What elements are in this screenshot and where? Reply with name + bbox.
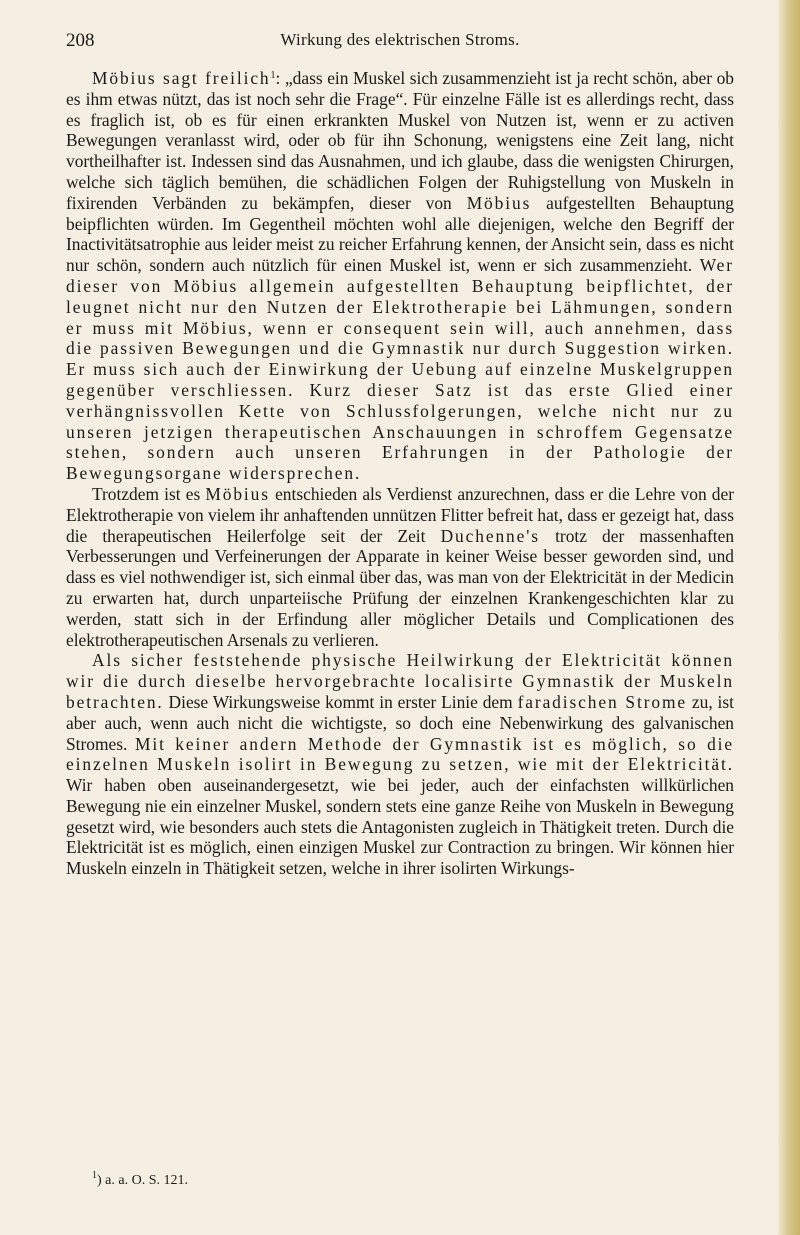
page-number: 208 <box>66 30 95 51</box>
author-name: Möbius <box>466 192 532 213</box>
page-header <box>66 30 734 54</box>
footnote-reference[interactable]: 1 <box>270 70 276 81</box>
author-name: Duchenne's <box>440 525 540 546</box>
paragraph-text: trotz der massenhaften Verbesserungen und Verfeinerungen der Apparate in keiner Weise besser geworden sind, und dass es viel nothwendiger ist, sich einmal über das, was man von der Elektricität in der Medicin zu erwarten hat, durch unparteiische Prüfung der einzelnen Krankengeschichten klar zu werden, statt sich in der Erfindung aller möglicher Details und Complicationen des elektrotherapeutischen Arsenals zu verlieren. <box>66 525 735 650</box>
running-title: Wirkung des elektrischen Stroms. <box>280 30 520 49</box>
footnote <box>92 1170 692 1189</box>
page-edge <box>778 0 800 1235</box>
body-text <box>66 68 734 879</box>
emphasized-text: Als sicher feststehende physische Heilwirkung der Elektricität können wir die durch dieselbe hervorgebrachte localisirte Gymnastik der Muskeln betrachten. <box>66 650 734 712</box>
emphasized-text: Mit keiner andern Methode der Gymnastik ist es möglich, so die einzelnen Muskeln isolirt in Bewegung zu setzen, wie mit der Elektricität. <box>66 733 735 775</box>
paragraph-text: Trotzdem ist es <box>92 483 206 504</box>
author-name: Möbius sagt freilich <box>92 68 271 88</box>
footnote-marker: 1 <box>92 1170 97 1181</box>
paragraph-text: Wir haben oben auseinandergesetzt, wie bei jeder, auch der einfachsten willkürlichen Bewegung nie ein einzelner Muskel, sondern stets eine ganze Reihe von Muskeln in Bewegung gesetzt wird, wie besonders auch stets die Antagonisten zugleich in Thätigkeit treten. Durch die Elektricität ist es möglich, einen einzigen Muskel zur Contraction zu bringen. Wir können hier Muskeln einzeln in Thätigkeit setzen, welche in ihrer isolirten Wirkungs- <box>66 775 734 879</box>
paragraph-text: Diese Wirkungsweise kommt in erster Linie dem <box>163 691 518 712</box>
emphasized-text: faradischen Strome <box>517 691 688 712</box>
footnote-text: ) a. a. O. S. 121. <box>97 1173 188 1188</box>
emphasized-text: Wer dieser von Möbius allgemein aufgestellten Behauptung beipflichtet, der leugnet nicht nur den Nutzen der Elektrotherapie bei Lähmungen, sondern er muss mit Möbius, wenn er consequent sein will, auch annehmen, dass die passiven Bewegungen und die Gymnastik nur durch Suggestion wirken. Er muss sich auch der Einwirkung der Uebung auf einzelne Muskelgruppen gegenüber verschliessen. Kurz dieser Satz ist das erste Glied einer verhängnissvollen Kette von Schlussfolgerungen, welche nicht nur zu unseren jetzigen therapeutischen Anschauungen in schroffem Gegensatze stehen, sondern auch unseren Erfahrungen in der Pathologie der Bewegungsorgane widersprechen. <box>66 255 734 484</box>
paragraph-text: : „dass ein Muskel sich zusammenzieht ist ja recht schön, aber ob es ihm etwas nützt, das ist noch sehr die Frage“. Für einzelne Fälle ist es allerdings recht, dass es fraglich ist, ob es für einen erkrankten Muskel von Nutzen ist, wenn er zu activen Bewegungen veranlasst wird, oder ob für ihn Schonung, wenigstens eine Zeit lang, nicht vortheilhafter ist. Indessen sind das Ausnahmen, und ich glaube, dass die wenigsten Chirurgen, welche sich täglich bemühen, die schädlichen Folgen der Ruhigstellung von Muskeln in fixirenden Verbänden zu bekämpfen, dieser von <box>66 68 734 213</box>
paragraph-text: entschieden als Verdienst anzurechnen, dass er die Lehre von der Elektrotherapie von vielem ihr anhaftenden unnützen Flitter befreit hat, dass er gezeigt hat, dass die therapeutischen Heilerfolge seit der Zeit <box>66 483 734 546</box>
paragraph-3 <box>66 650 734 879</box>
author-name: Möbius <box>205 483 270 504</box>
paragraph-2 <box>66 484 734 650</box>
paragraph-1 <box>66 68 734 484</box>
paragraph-text: zu, ist aber auch, wenn auch nicht die wichtigste, so doch eine Nebenwirkung des galvanischen Stromes. <box>66 691 734 754</box>
paragraph-text: aufgestellten Behauptung beipflichten würden. Im Gegentheil möchten wohl alle diejenigen, welche den Begriff der Inactivitätsatrophie aus leider meist zu reicher Erfahrung kennen, der Ansicht sein, dass es nicht nur schön, sondern auch nützlich für einen Muskel ist, wenn er sich zusammenzieht. <box>66 192 734 276</box>
